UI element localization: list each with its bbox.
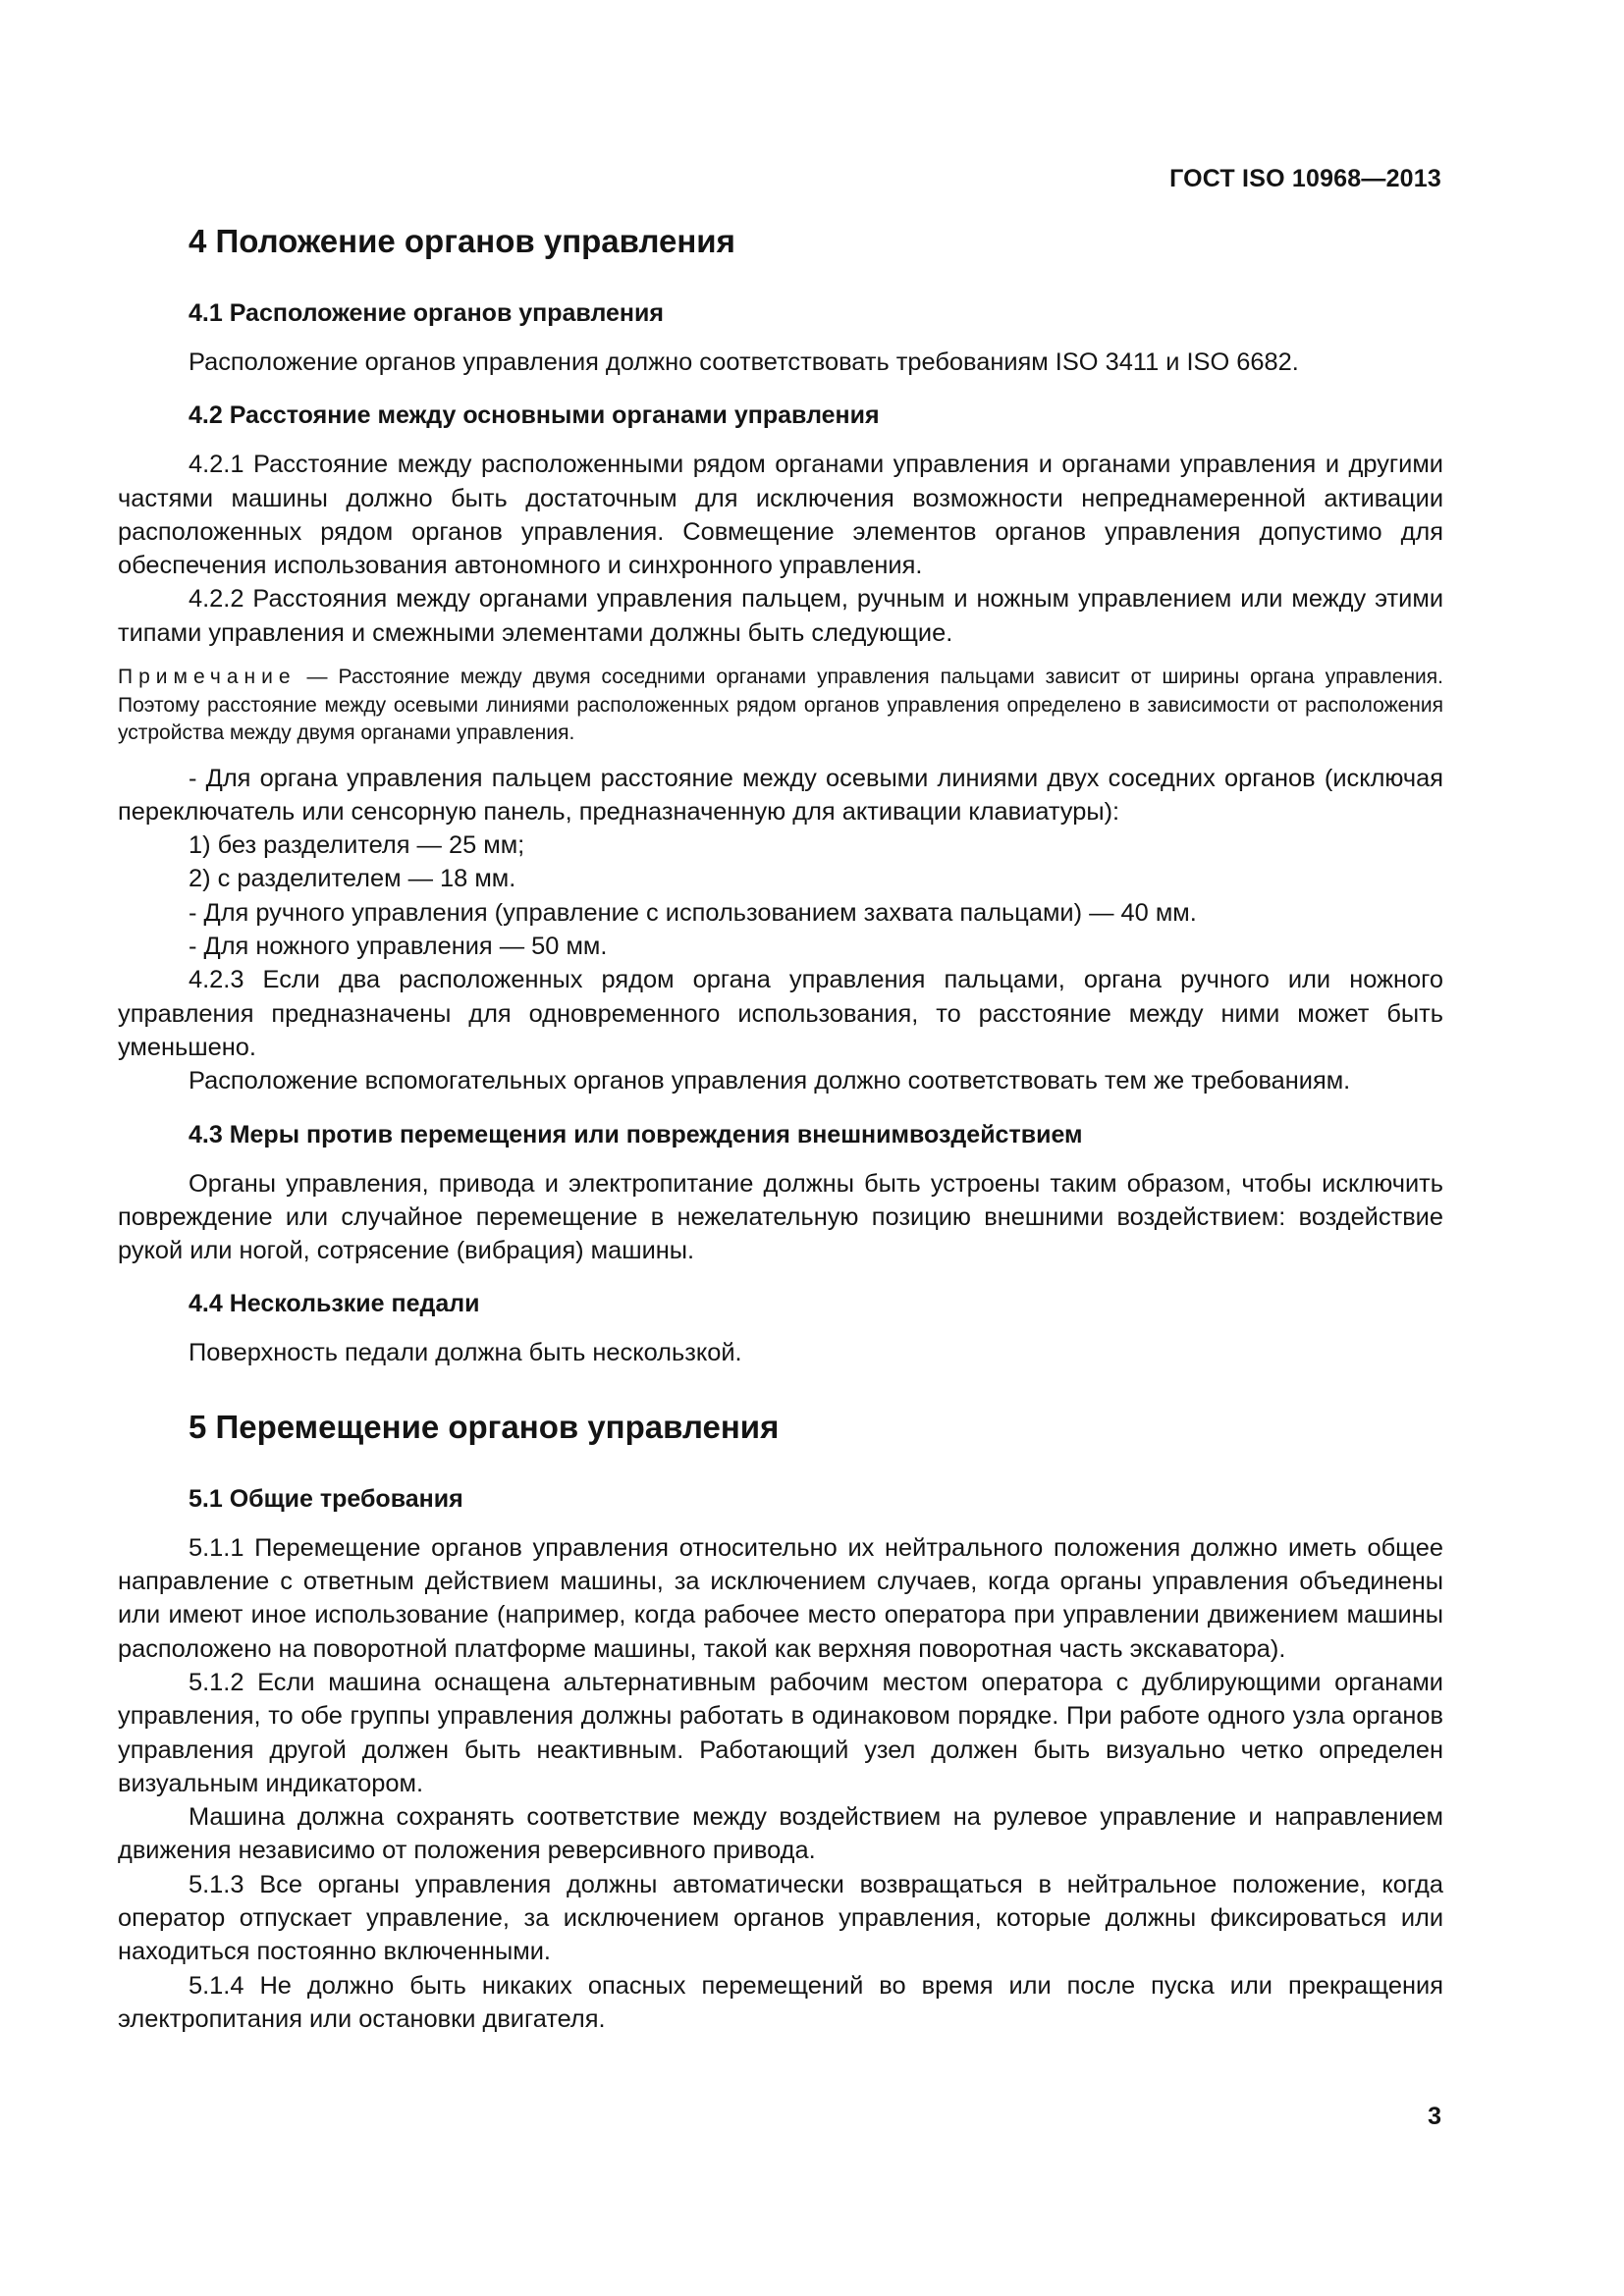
subsection-4-2-title: 4.2 Расстояние между основными органами управления bbox=[189, 401, 880, 430]
paragraph-5-1-3: 5.1.3 Все органы управления должны автоматически возвращаться в нейтральное положение, когда оператор отпускает управление, за исключением органов управления, которые должны фиксироваться или находиться постоянно включенными. bbox=[118, 1870, 1443, 1966]
list-item-hand: - Для ручного управления (управление с использованием захвата пальцами) — 40 мм. bbox=[189, 898, 1197, 927]
paragraph-4-2-2-finger: - Для органа управления пальцем расстояние между осевыми линиями двух соседних органов (исключая переключатель или сенсорную панель, предназначенную для активации клавиатуры): bbox=[118, 764, 1443, 826]
paragraph-4-2-aux: Расположение вспомогательных органов управления должно соответствовать тем же требованиям. bbox=[189, 1067, 1351, 1095]
document-code: ГОСТ ISO 10968—2013 bbox=[1169, 165, 1441, 192]
subsection-4-3-title: 4.3 Меры против перемещения или повреждения внешнимвоздействием bbox=[189, 1120, 1083, 1148]
note-text: — Расстояние между двумя соседними органами управления пальцами зависит от ширины органа управления. Поэтому расстояние между осевыми линиями расположенных рядом органов управления определено в зависимости от расположения устройства между двумя органами управления. bbox=[118, 666, 1443, 745]
paragraph-5-1-4: 5.1.4 Не должно быть никаких опасных перемещений во время или после пуска или прекращения электропитания или остановки двигателя. bbox=[118, 1971, 1443, 2033]
paragraph-4-4: Поверхность педали должна быть нескользкой. bbox=[189, 1339, 742, 1367]
list-item-foot: - Для ножного управления — 50 мм. bbox=[189, 933, 608, 961]
page-content bbox=[118, 220, 1443, 2036]
paragraph-4-1: Расположение органов управления должно соответствовать требованиям ISO 3411 и ISO 6682. bbox=[189, 348, 1299, 376]
paragraph-4-2-3: 4.2.3 Если два расположенных рядом органа управления пальцами, органа ручного или ножного управления предназначены для одновременного использования, то расстояние между ними может быть уменьшено. bbox=[118, 966, 1443, 1061]
subsection-4-1-title: 4.1 Расположение органов управления bbox=[189, 299, 664, 327]
paragraph-4-2-1: 4.2.1 Расстояние между расположенными рядом органами управления и органами управления и другими частями машины должно быть достаточным для исключения возможности непреднамеренной активации расположенных рядом органов управления. Совмещение элементов органов управления допустимо для обеспечения использования автономного и синхронного управления. bbox=[118, 451, 1443, 580]
note bbox=[118, 664, 1443, 748]
page-number: 3 bbox=[1428, 2103, 1441, 2130]
paragraph-4-2-2: 4.2.2 Расстояния между органами управления пальцем, ручным и ножным управлением или между этими типами управления и смежными элементами должны быть следующие. bbox=[118, 585, 1443, 647]
list-item-divider: 2) с разделителем — 18 мм. bbox=[189, 865, 516, 893]
paragraph-4-3: Органы управления, привода и электропитание должны быть устроены таким образом, чтобы исключить повреждение или случайное перемещение в нежелательную позицию внешними воздействием: воздействие рукой или ногой, сотрясение (вибрация) машины. bbox=[118, 1169, 1443, 1265]
note-label: Примечание bbox=[118, 666, 297, 689]
section-4-title: 4 Положение органов управления bbox=[189, 223, 735, 259]
subsection-4-4-title: 4.4 Нескользкие педали bbox=[189, 1290, 480, 1318]
paragraph-5-1-2: 5.1.2 Если машина оснащена альтернативным рабочим местом оператора с дублирующими органами управления, то обе группы управления должны работать в одинаковом порядке. При работе одного узла органов управления другой должен быть неактивным. Работающий узел должен быть визуально четко определен визуальным индикатором. bbox=[118, 1668, 1443, 1797]
subsection-5-1-title: 5.1 Общие требования bbox=[189, 1484, 463, 1513]
list-item-no-divider: 1) без разделителя — 25 мм; bbox=[189, 831, 525, 860]
paragraph-5-1-1: 5.1.1 Перемещение органов управления относительно их нейтрального положения должно иметь общее направление с ответным действием машины, за исключением случаев, когда органы управления объединены или имеют иное использование (например, когда рабочее место оператора при управлении движением машины расположено на поворотной платформе машины, такой как верхняя поворотная часть экскаватора). bbox=[118, 1533, 1443, 1663]
paragraph-5-1-2-steering: Машина должна сохранять соответствие между воздействием на рулевое управление и направлением движения независимо от положения реверсивного привода. bbox=[118, 1803, 1443, 1865]
section-5-title: 5 Перемещение органов управления bbox=[189, 1408, 780, 1445]
